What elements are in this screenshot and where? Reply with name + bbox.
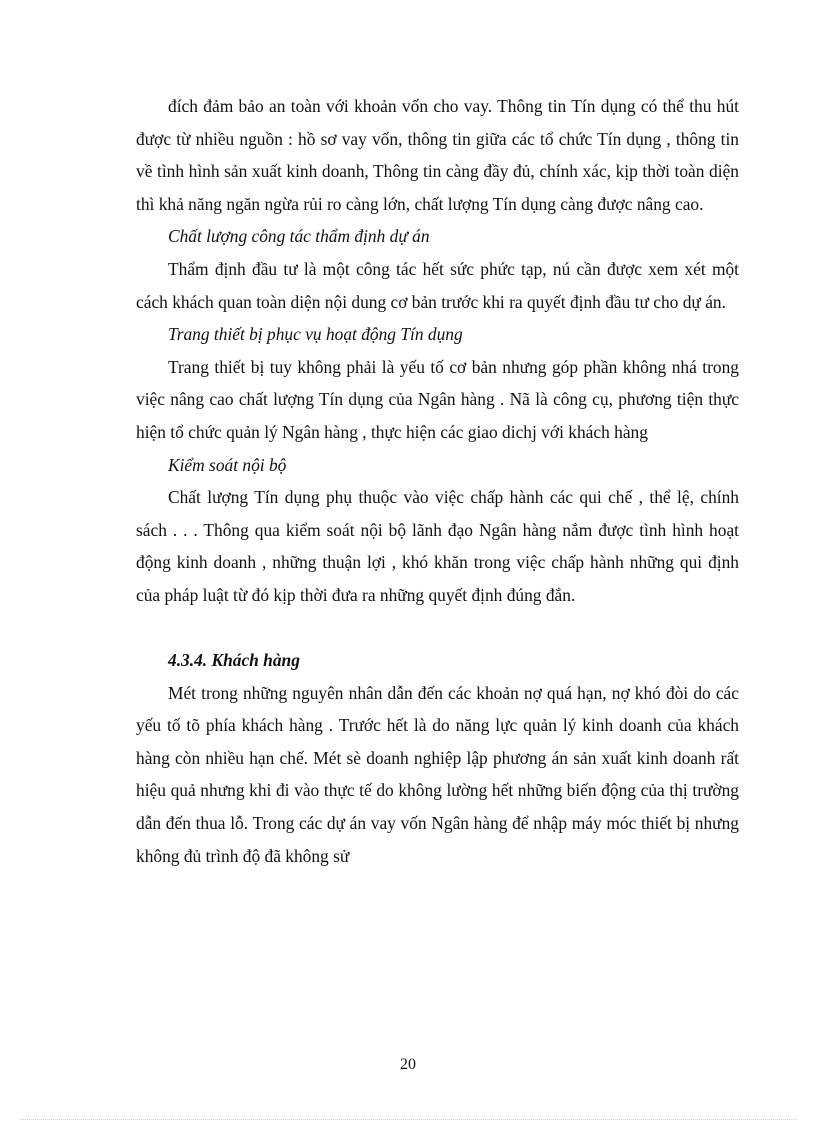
subheading-equipment: Trang thiết bị phục vụ hoạt động Tín dụng: [168, 324, 463, 345]
subheading-project-appraisal: Chất lượng công tác thẩm định dự án: [168, 226, 430, 247]
section-title-customers: 4.3.4. Khách hàng: [168, 650, 300, 671]
paragraph-credit-information: đích đảm bảo an toàn với khoản vốn cho vay. Thông tin Tín dụng có thể thu hút được từ nhiều nguồn : hồ sơ vay vốn, thông tin giữa các tổ chức Tín dụng , thông tin về tình hình sản xuất kinh doanh, Thông tin càng đầy đủ, chính xác, kịp thời toàn diện thì khả năng ngăn ngừa rủi ro càng lớn, chất lượng Tín dụng càng được nâng cao.: [136, 96, 739, 214]
subheading-internal-control: Kiểm soát nội bộ: [168, 454, 287, 475]
page-bottom-divider: [20, 1119, 796, 1120]
page-body: [136, 90, 739, 872]
paragraph-equipment: Trang thiết bị tuy không phải là yếu tố cơ bản nhưng góp phần không nhá trong việc nâng cao chất lượng Tín dụng của Ngân hàng . Nã là công cụ, phương tiện thực hiện tổ chức quản lý Ngân hàng , thực hiện các giao dichj với khách hàng: [136, 356, 739, 442]
paragraph-internal-control: Chất lượng Tín dụng phụ thuộc vào việc chấp hành các qui chế , thể lệ, chính sách . . . Thông qua kiểm soát nội bộ lãnh đạo Ngân hàng nắm được tình hình hoạt động kinh doanh , những thuận lợi , khó khăn trong việc chấp hành những qui định của pháp luật từ đó kịp thời đưa ra những quyết định đúng đắn.: [136, 487, 739, 605]
paragraph-customers: Mét trong những nguyên nhân dẫn đến các khoản nợ quá hạn, nợ khó đòi do các yếu tố tõ phía khách hàng . Trước hết là do năng lực quản lý kinh doanh của khách hàng còn nhiều hạn chế. Mét sè doanh nghiệp lập phương án sản xuất kinh doanh rất hiệu quả nhưng khi đi vào thực tế do không lường hết những biến động của thị trường dẫn đến thua lỗ. Trong các dự án vay vốn Ngân hàng để nhập máy móc thiết bị nhưng không đủ trình độ đã không sử: [136, 682, 739, 866]
page-number: 20: [400, 1056, 416, 1073]
paragraph-project-appraisal: Thẩm định đầu tư là một công tác hết sức phức tạp, nú cần được xem xét một cách khách quan toàn diện nội dung cơ bản trước khi ra quyết định đầu tư cho dự án.: [136, 258, 739, 312]
